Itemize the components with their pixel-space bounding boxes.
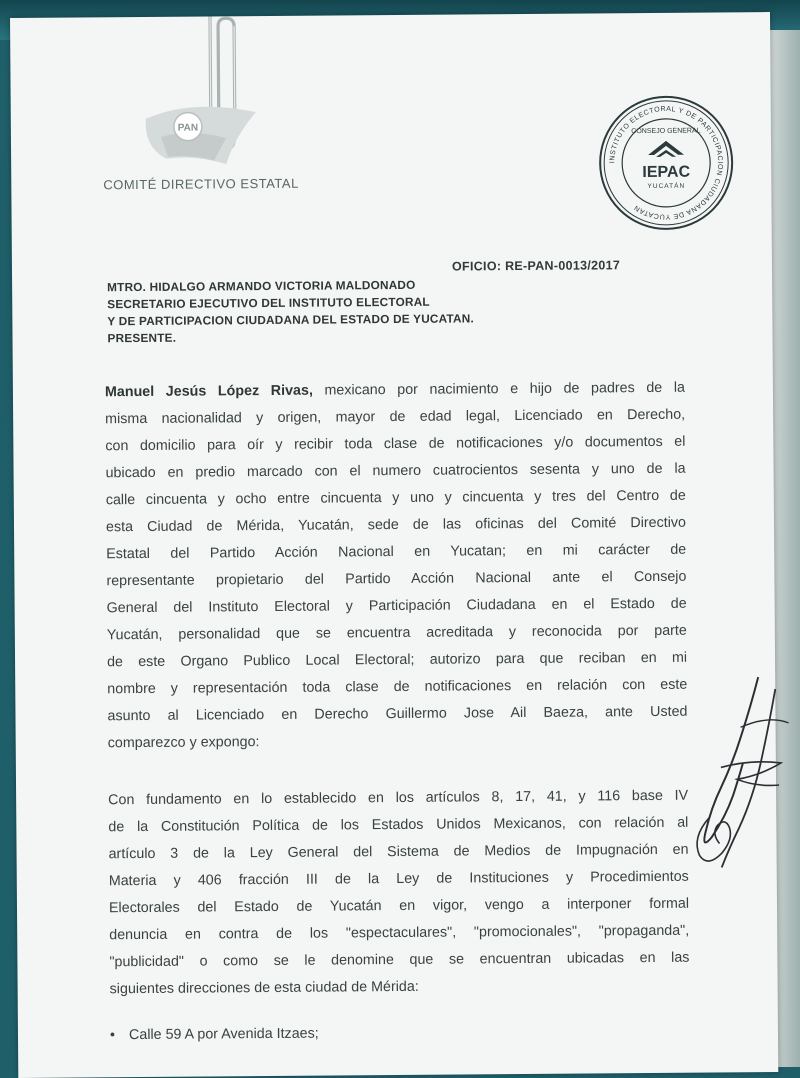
text-line — [109, 945, 689, 977]
text-line-content: con domicilio para oír y recibir toda clase de notificaciones y/o documentos el — [105, 433, 686, 455]
text-line-content: nombre y representación toda clase de notificaciones en relación con este — [107, 676, 688, 698]
seal-emblem-icon — [648, 141, 684, 157]
addressee-line: MTRO. HIDALGO ARMANDO VICTORIA MALDONADO — [107, 277, 416, 295]
logo-caption: COMITÉ DIRECTIVO ESTATAL — [103, 175, 299, 193]
text-line-content: de este Organo Publico Local Electoral; autorizo para que reciban en mi — [107, 649, 688, 671]
text-line-content: calle cincuenta y ocho entre cincuenta y uno y cincuenta y tres del Centro de — [105, 487, 686, 509]
addressee-line: SECRETARIO EJECUTIVO DEL INSTITUTO ELECTORAL — [107, 294, 430, 312]
person-name: Manuel Jesús López Rivas, — [104, 382, 313, 401]
text-line-content: asunto al Licenciado en Derecho Guillermo Jose Ail Baeza, ante Usted — [107, 703, 688, 725]
text-line-content: "publicidad" o como se le denomine que se encuentran ubicadas en las — [109, 949, 690, 971]
text-line-content: siguientes direcciones de esta ciudad de Mérida: — [109, 978, 419, 998]
text-line-content: Estatal del Partido Acción Nacional en Yucatan; en mi carácter de — [106, 541, 687, 563]
text-line — [110, 972, 690, 1004]
bullet-text: Calle 59 A por Avenida Itzaes; — [128, 1025, 319, 1044]
text-line — [108, 726, 688, 758]
text-line-content: representante propietario del Partido Acción Nacional ante el Consejo — [106, 568, 687, 590]
bullet-item — [110, 1026, 319, 1044]
addressee-line: Y DE PARTICIPACION CIUDADANA DEL ESTADO DE YUCATAN. — [107, 311, 474, 329]
handwritten-signature — [680, 667, 797, 888]
seal-subtitle: CONSEJO GENERAL — [631, 127, 701, 136]
text-line-content: de la Constitución Política de los Estados Unidos Mexicanos, con relación al — [108, 814, 689, 836]
oficio-number: OFICIO: RE-PAN-0013/2017 — [451, 258, 621, 274]
text-line-content: comparezco y expongo: — [107, 734, 260, 752]
text-line-content: esta Ciudad de Mérida, Yucatán, sede de las oficinas del Comité Directivo — [105, 514, 687, 536]
svg-text:INSTITUTO ELECTORAL Y DE PARTI — [609, 105, 724, 220]
text-line-content: mexicano por nacimiento e hijo de padres de la — [312, 379, 685, 399]
text-line-content: Electorales del Estado de Yucatán en vigor, vengo a interponer formal — [108, 895, 690, 917]
text-line-content: Yucatán, personalidad que se encuentra acreditada y reconocida por parte — [106, 622, 687, 644]
text-line-content: misma nacionalidad y origen, mayor de edad legal, Licenciado en Derecho, — [105, 406, 686, 428]
text-line-content: Con fundamento en lo establecido en los artículos 8, 17, 41, y 116 base IV — [108, 787, 689, 809]
text-line-content: denuncia en contra de los "espectaculares", "promocionales", "propaganda", — [109, 922, 690, 944]
document-page — [10, 12, 778, 1078]
text-line-content: General del Instituto Electoral y Participación Ciudadana en el Estado de — [106, 595, 687, 617]
text-line — [107, 699, 687, 731]
iepac-seal-stamp — [596, 92, 737, 233]
paragraph-2 — [108, 783, 690, 1004]
seal-name: IEPAC — [642, 163, 691, 182]
pan-logo-icon — [106, 98, 277, 209]
text-line-content: Materia y 406 fracción III de la Ley de Instituciones y Procedimientos — [108, 868, 689, 890]
logo-badge-text: PAN — [177, 122, 199, 134]
text-line-content: artículo 3 de la Ley General del Sistema de Medios de Impugnación en — [108, 841, 689, 863]
bullet-icon: • — [109, 1027, 116, 1044]
bullet-list — [110, 1026, 319, 1044]
addressee-block — [107, 275, 648, 347]
addressee-line: PRESENTE. — [107, 330, 177, 346]
seal-place: YUCATÁN — [647, 182, 686, 190]
seal-ring-text: INSTITUTO ELECTORAL Y DE PARTICIPACION CIUDADANA DE YUCATAN — [609, 105, 724, 220]
text-line-content: ubicado en predio marcado con el numero cuatrocientos sesenta y uno de la — [105, 460, 686, 482]
paragraph-1 — [105, 375, 688, 758]
